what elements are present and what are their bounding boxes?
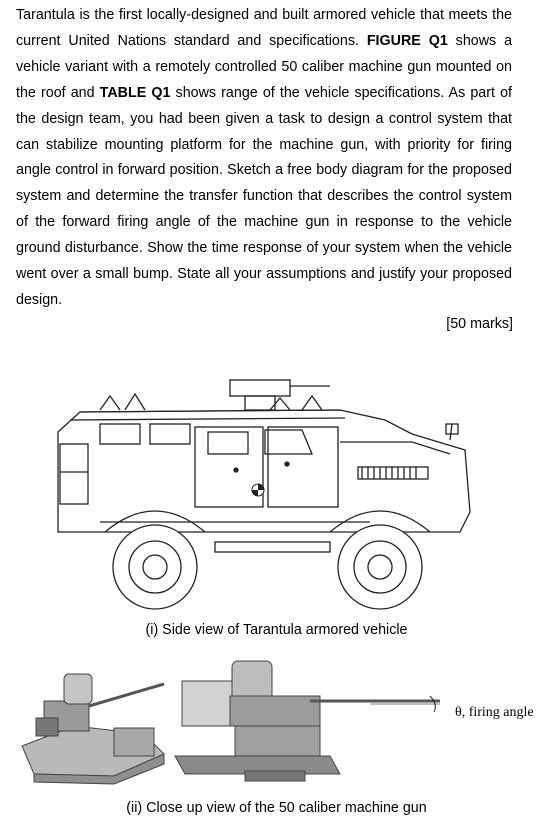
figure-reference: FIGURE Q1 bbox=[366, 32, 448, 49]
question-text-part: shows range of the vehicle specifications. As part of the design team, you had been given a task to design a control system that can stabilize mounting platform for the machine gun, with priority for firing angle control in forward position. Sketch a free body diagram for the proposed system and determine the transfer function that describes the control system of the forward firing angle of the machine gun in response to the vehicle ground disturbance. Show the time response of your system when the vehicle went over a small bump. State all your assumptions and justify your proposed design. bbox=[16, 84, 512, 308]
machine-gun-side-view bbox=[170, 656, 450, 786]
side-view-caption: (i) Side view of Tarantula armored vehicle bbox=[145, 622, 408, 638]
machine-gun-caption: (ii) Close up view of the 50 caliber machine gun bbox=[126, 800, 427, 816]
question-text-part: Tarantula is the first locally-designed and built armored vehicle that meets the current United Nations standard and specifications. bbox=[16, 7, 512, 49]
question-text bbox=[16, 3, 512, 314]
question-text-part: shows a vehicle variant with a remotely controlled 50 caliber machine gun mounted on the roof and bbox=[16, 32, 513, 101]
firing-angle-label: θ, firing angle bbox=[455, 705, 534, 720]
marks-label: [50 marks] bbox=[446, 316, 513, 332]
table-reference: TABLE Q1 bbox=[99, 84, 171, 101]
machine-gun-perspective-view bbox=[14, 656, 174, 786]
vehicle-side-view bbox=[40, 372, 480, 617]
